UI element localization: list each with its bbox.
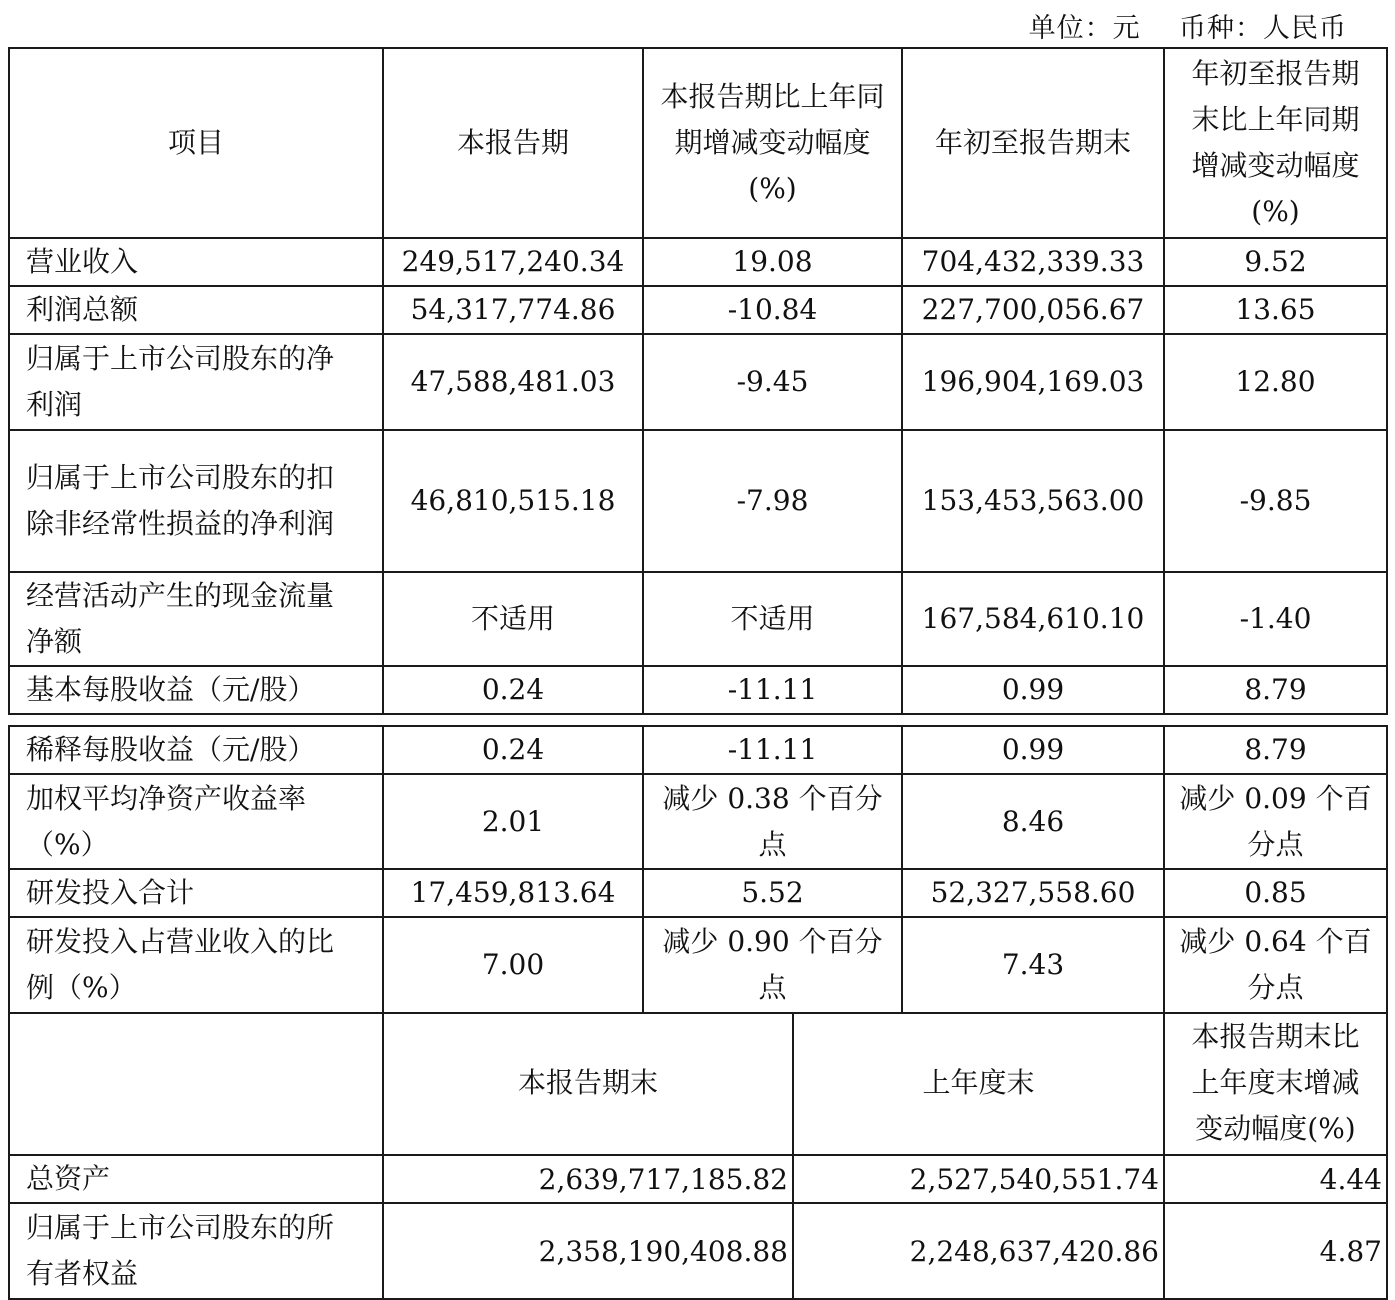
- cell-current: 249,517,240.34: [383, 238, 643, 286]
- table-row: [9, 1203, 1387, 1299]
- cell-current-change: -9.45: [643, 334, 902, 430]
- cell-ytd-change: -9.85: [1164, 430, 1387, 572]
- row-label: 营业收入: [9, 238, 383, 286]
- unit-currency-note: 单位：元 币种：人民币: [1028, 13, 1347, 44]
- cell-current-change: 19.08: [643, 238, 902, 286]
- header-current-period: 本报告期: [383, 48, 643, 238]
- row-label: 归属于上市公司股东的所有者权益: [9, 1203, 383, 1299]
- table-row: [9, 1155, 1387, 1203]
- cell-current: 54,317,774.86: [383, 286, 643, 334]
- cell-ytd: 0.99: [902, 666, 1164, 714]
- table-row: [9, 726, 1387, 774]
- row-label: 加权平均净资产收益率（%）: [9, 774, 383, 869]
- header-current-change: 本报告期比上年同期增减变动幅度(%): [643, 48, 902, 238]
- cell-ytd-change: 9.52: [1164, 238, 1387, 286]
- row-label: 研发投入占营业收入的比例（%）: [9, 917, 383, 1013]
- key-financial-data-table-continued: [8, 725, 1388, 1014]
- cell-ytd-change: 减少 0.64 个百分点: [1164, 917, 1387, 1013]
- header-item: 项目: [9, 48, 383, 238]
- row-label: 研发投入合计: [9, 869, 383, 917]
- row-label: 归属于上市公司股东的净利润: [9, 334, 383, 430]
- cell-change: 4.44: [1164, 1155, 1387, 1203]
- cell-change: 4.87: [1164, 1203, 1387, 1299]
- cell-ytd: 167,584,610.10: [902, 572, 1164, 666]
- cell-current-change: 不适用: [643, 572, 902, 666]
- cell-prior-year-end: 2,248,637,420.86: [793, 1203, 1164, 1299]
- cell-ytd: 0.99: [902, 726, 1164, 774]
- cell-current: 17,459,813.64: [383, 869, 643, 917]
- table-row: [9, 430, 1387, 572]
- row-label: 总资产: [9, 1155, 383, 1203]
- cell-current-change: -11.11: [643, 726, 902, 774]
- row-label: 归属于上市公司股东的扣除非经常性损益的净利润: [9, 430, 383, 572]
- cell-ytd-change: 0.85: [1164, 869, 1387, 917]
- cell-current-change: -11.11: [643, 666, 902, 714]
- cell-ytd: 7.43: [902, 917, 1164, 1013]
- row-label: 经营活动产生的现金流量净额: [9, 572, 383, 666]
- cell-current-change: 减少 0.90 个百分点: [643, 917, 902, 1013]
- cell-ytd-change: 8.79: [1164, 666, 1387, 714]
- cell-current-change: -7.98: [643, 430, 902, 572]
- cell-period-end: 2,639,717,185.82: [383, 1155, 793, 1203]
- header-row: [9, 1012, 1387, 1155]
- cell-period-end: 2,358,190,408.88: [383, 1203, 793, 1299]
- table-row: [9, 666, 1387, 714]
- header-ytd: 年初至报告期末: [902, 48, 1164, 238]
- row-label: 利润总额: [9, 286, 383, 334]
- row-label: 稀释每股收益（元/股）: [9, 726, 383, 774]
- header-change: 本报告期末比上年度末增减变动幅度(%): [1164, 1012, 1387, 1155]
- table-row: [9, 334, 1387, 430]
- header-period-end: 本报告期末: [383, 1012, 793, 1155]
- cell-ytd: 196,904,169.03: [902, 334, 1164, 430]
- cell-ytd-change: 12.80: [1164, 334, 1387, 430]
- header-row: [9, 48, 1387, 238]
- table-row: [9, 238, 1387, 286]
- key-financial-data-table: [8, 47, 1388, 715]
- cell-ytd-change: 减少 0.09 个百分点: [1164, 774, 1387, 869]
- cell-current: 46,810,515.18: [383, 430, 643, 572]
- cell-ytd-change: -1.40: [1164, 572, 1387, 666]
- cell-prior-year-end: 2,527,540,551.74: [793, 1155, 1164, 1203]
- table-row: [9, 286, 1387, 334]
- row-label: 基本每股收益（元/股）: [9, 666, 383, 714]
- cell-ytd: 227,700,056.67: [902, 286, 1164, 334]
- cell-current-change: 减少 0.38 个百分点: [643, 774, 902, 869]
- cell-current-change: -10.84: [643, 286, 902, 334]
- table-row: [9, 869, 1387, 917]
- header-ytd-change: 年初至报告期末比上年同期增减变动幅度(%): [1164, 48, 1387, 238]
- cell-ytd-change: 8.79: [1164, 726, 1387, 774]
- table-row: [9, 572, 1387, 666]
- balance-data-table: [8, 1012, 1388, 1300]
- cell-ytd: 8.46: [902, 774, 1164, 869]
- cell-current: 0.24: [383, 666, 643, 714]
- cell-ytd: 153,453,563.00: [902, 430, 1164, 572]
- cell-current: 7.00: [383, 917, 643, 1013]
- cell-current: 2.01: [383, 774, 643, 869]
- table-row: [9, 774, 1387, 869]
- header-prior-year-end: 上年度末: [793, 1012, 1164, 1155]
- cell-current-change: 5.52: [643, 869, 902, 917]
- cell-ytd-change: 13.65: [1164, 286, 1387, 334]
- cell-ytd: 704,432,339.33: [902, 238, 1164, 286]
- cell-current: 不适用: [383, 572, 643, 666]
- cell-ytd: 52,327,558.60: [902, 869, 1164, 917]
- cell-current: 47,588,481.03: [383, 334, 643, 430]
- header-blank: [9, 1012, 383, 1155]
- cell-current: 0.24: [383, 726, 643, 774]
- table-row: [9, 917, 1387, 1013]
